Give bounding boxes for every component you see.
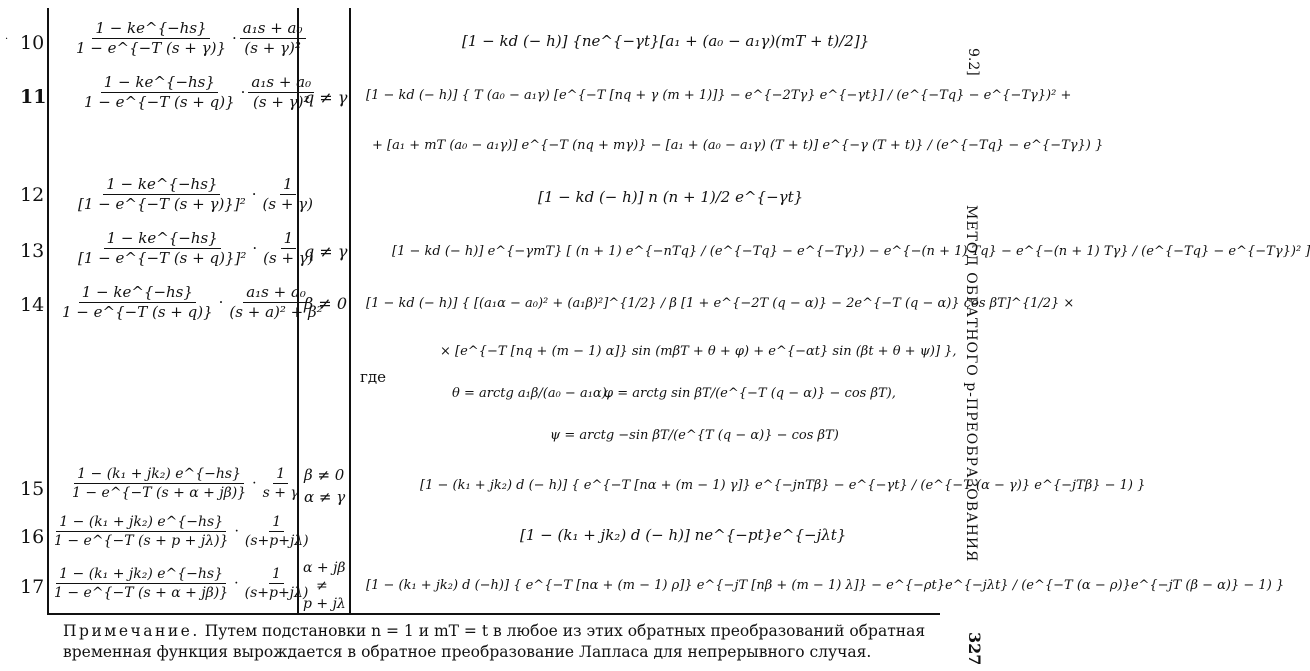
original-function: [1 − kd (− h)] {ne^{−γt}[a₁ + (a₀ − a₁γ)(mT + t)/2]} bbox=[462, 32, 870, 50]
phi-definition: φ = arctg sin βT/(e^{−T (q − α)} − cos βT), bbox=[604, 386, 896, 401]
section-reference: 9.2] bbox=[965, 48, 981, 76]
image-denominator: 1 − e^{−T (s + q)} bbox=[84, 93, 235, 112]
original-function-continued: × [e^{−T [nq + (m − 1) α]} sin (mβT + θ + φ) + e^{−αt} sin (βt + θ + ψ)] }, bbox=[440, 344, 957, 359]
original-function: [1 − kd (− h)] { [(a₁α − a₀)² + (a₁β)²]^{1/2} / β [1 + e^{−2T (q − α)} − 2e^{−T (q − α)} cos βT]^{1/2} × bbox=[366, 296, 1075, 311]
image-denominator: 1 − e^{−T (s + α + jβ)} bbox=[54, 585, 229, 602]
original-function: [1 − (k₁ + jk₂) d (− h)] ne^{−pt}e^{−jλt} bbox=[520, 526, 847, 544]
footnote bbox=[63, 621, 953, 663]
image-function: $\frac{1 - ke\^{}\{-hs\}}{\text{[1 − e\textasciicircum{}\{−T (s + γ)\}]²}}$ · $\frac{1}{(s + \gamma)}$ bbox=[72, 176, 319, 214]
image-function: $\frac{1 - ke\^{}\{-hs\}}{1 - e\^{}\{-T (s + q)\}}$ · $\frac{\text{a₁s + a₀}}{\text{(s + a)² + β²}}$ bbox=[56, 284, 329, 322]
factor-denominator: (s + γ)² bbox=[253, 93, 310, 112]
theta-definition: θ = arctg a₁β/(a₀ − a₁α), bbox=[452, 386, 611, 401]
image-numerator: 1 − (k₁ + jk₂) e^{−hs} bbox=[56, 514, 226, 532]
image-numerator: 1 − ke^{−hs} bbox=[101, 74, 218, 93]
condition: β ≠ 0 bbox=[304, 466, 345, 484]
factor-denominator: (s + γ) bbox=[263, 249, 314, 268]
image-denominator: [1 − e^{−T (s + γ)}]² bbox=[78, 195, 246, 214]
margin-mark: · bbox=[5, 34, 9, 45]
row-number: 11 bbox=[20, 86, 47, 108]
factor-numerator: 1 bbox=[280, 176, 296, 195]
factor-numerator: 1 bbox=[269, 566, 284, 584]
original-function: [1 − (k₁ + jk₂) d (−h)] { e^{−T [nα + (m − 1) ρ]} e^{−jT [nβ + (m − 1) λ]} − e^{−ρt}e^{−jλt} / (e^{−T (α − ρ)}e^{−jT (β − α)} − 1) } bbox=[366, 578, 1285, 593]
original-function: [1 − kd (− h)] { T (a₀ − a₁γ) [e^{−T [nq + γ (m + 1)]} − e^{−2Tγ} e^{−γt}] / (e^{−Tq} − e^{−Tγ})² + bbox=[366, 88, 1072, 103]
condition: p + jλ bbox=[303, 596, 346, 612]
factor-numerator: a₁s + a₀ bbox=[243, 284, 309, 303]
note-text: Путем подстановки n = 1 и mT = t в любое из этих обратных преобразований обратная временная функция вырождается в обратное преобразование Лапласа для непрерывного случая. bbox=[63, 622, 926, 661]
image-numerator: 1 − (k₁ + jk₂) e^{−hs} bbox=[56, 566, 226, 584]
condition: ≠ bbox=[316, 578, 328, 594]
factor-numerator: a₁s + a₀ bbox=[240, 20, 306, 39]
image-function: $\frac{\text{1 − (k₁ + jk₂) e\textasciicircum{}\{−hs\}}}{1 - e\^{}\{-T (s + \alpha + j\beta)\}}$ · $\frac{1}{s + \gamma}$ bbox=[66, 466, 305, 501]
where-label: где bbox=[360, 368, 386, 386]
row-number: 14 bbox=[20, 294, 45, 316]
image-function: $\frac{\text{1 − (k₁ + jk₂) e\textasciicircum{}\{−hs\}}}{1 - e\^{}\{-T (s + p + j\lambda)\}}$ · $\frac{1}{(s+p+j\lambda)}$ bbox=[48, 514, 315, 549]
table-rule-bottom bbox=[47, 613, 940, 615]
image-function: $\frac{1 - ke\^{}\{-hs\}}{\text{[1 − e\textasciicircum{}\{−T (s + q)\}]²}}$ · $\frac{1}{(s + \gamma)}$ bbox=[72, 230, 320, 268]
row-number: 17 bbox=[20, 576, 45, 598]
image-function: $\frac{1 - ke\^{}\{-hs\}}{1 - e\^{}\{-T (s + q)\}}$ · $\frac{\text{a₁s + a₀}}{\text{(s + γ)²}}$ bbox=[78, 74, 317, 112]
row-number: 12 bbox=[20, 184, 45, 206]
image-numerator: 1 − ke^{−hs} bbox=[92, 20, 209, 39]
table-rule-condition bbox=[349, 8, 351, 614]
factor-numerator: 1 bbox=[281, 230, 297, 249]
condition: α + jβ bbox=[303, 560, 346, 576]
factor-numerator: 1 bbox=[269, 514, 284, 532]
image-numerator: 1 − ke^{−hs} bbox=[103, 176, 220, 195]
image-function: $\frac{1 - ke\^{}\{-hs\}}{1 - e\^{}\{-T (s + \gamma)\}}$ · $\frac{\text{a₁s + a₀}}{\text{(s + γ)²}}$ bbox=[70, 20, 309, 58]
factor-denominator: (s + γ) bbox=[262, 195, 313, 214]
row-number: 16 bbox=[20, 526, 45, 548]
page-number: 327 bbox=[965, 632, 984, 666]
image-denominator: 1 − e^{−T (s + q)} bbox=[62, 303, 213, 322]
image-numerator: 1 − ke^{−hs} bbox=[79, 284, 196, 303]
condition: q ≠ γ bbox=[304, 242, 348, 261]
factor-denominator: (s+p+jλ) bbox=[244, 585, 309, 602]
image-denominator: 1 − e^{−T (s + γ)} bbox=[76, 39, 226, 58]
row-number: 10 bbox=[20, 32, 45, 54]
condition: β ≠ 0 bbox=[304, 294, 348, 313]
image-denominator: 1 − e^{−T (s + p + jλ)} bbox=[54, 533, 229, 550]
image-numerator: 1 − ke^{−hs} bbox=[104, 230, 221, 249]
row-number: 13 bbox=[20, 240, 45, 262]
factor-denominator: (s+p+jλ) bbox=[244, 533, 309, 550]
condition: q ≠ γ bbox=[304, 88, 348, 107]
factor-numerator: 1 bbox=[273, 466, 288, 484]
factor-numerator: a₁s + a₀ bbox=[248, 74, 314, 93]
note-label: Примечание. bbox=[63, 622, 200, 640]
running-head-title: МЕТОД ОБРАТНОГО p-ПРЕОБРАЗОВАНИЯ bbox=[963, 205, 979, 563]
image-denominator: 1 − e^{−T (s + α + jβ)} bbox=[72, 485, 247, 502]
original-function: [1 − (k₁ + jk₂) d (− h)] { e^{−T [nα + (m − 1) γ]} e^{−jnTβ} − e^{−γt} / (e^{−T (α − γ)} e^{−jTβ} − 1) } bbox=[420, 478, 1146, 493]
factor-denominator: s + γ bbox=[262, 485, 299, 502]
image-denominator: [1 − e^{−T (s + q)}]² bbox=[78, 249, 247, 268]
factor-denominator: (s + a)² + β² bbox=[229, 303, 323, 322]
row-number: 15 bbox=[20, 478, 45, 500]
psi-definition: ψ = arctg −sin βT/(e^{T (q − α)} − cos βT) bbox=[550, 428, 839, 443]
condition: α ≠ γ bbox=[304, 488, 346, 506]
original-function: [1 − kd (− h)] n (n + 1)/2 e^{−γt} bbox=[538, 188, 804, 206]
image-numerator: 1 − (k₁ + jk₂) e^{−hs} bbox=[74, 466, 244, 484]
factor-denominator: (s + γ)² bbox=[244, 39, 301, 58]
image-function: $\frac{\text{1 − (k₁ + jk₂) e\textasciicircum{}\{−hs\}}}{1 - e\^{}\{-T (s + \alpha + j\beta)\}}$ · $\frac{1}{(s+p+j\lambda)}$ bbox=[48, 566, 314, 601]
original-function-continued: + [a₁ + mT (a₀ − a₁γ)] e^{−T (nq + mγ)} − [a₁ + (a₀ − a₁γ) (T + t)] e^{−γ (T + t)} / (e^{−Tq} − e^{−Tγ}) } bbox=[372, 138, 1104, 153]
original-function: [1 − kd (− h)] e^{−γmT} [ (n + 1) e^{−nTq} / (e^{−Tq} − e^{−Tγ}) − e^{−(n + 1) Tq} − e^{−(n + 1) Tγ} / (e^{−Tq} − e^{−Tγ})² ] bbox=[392, 244, 1310, 259]
